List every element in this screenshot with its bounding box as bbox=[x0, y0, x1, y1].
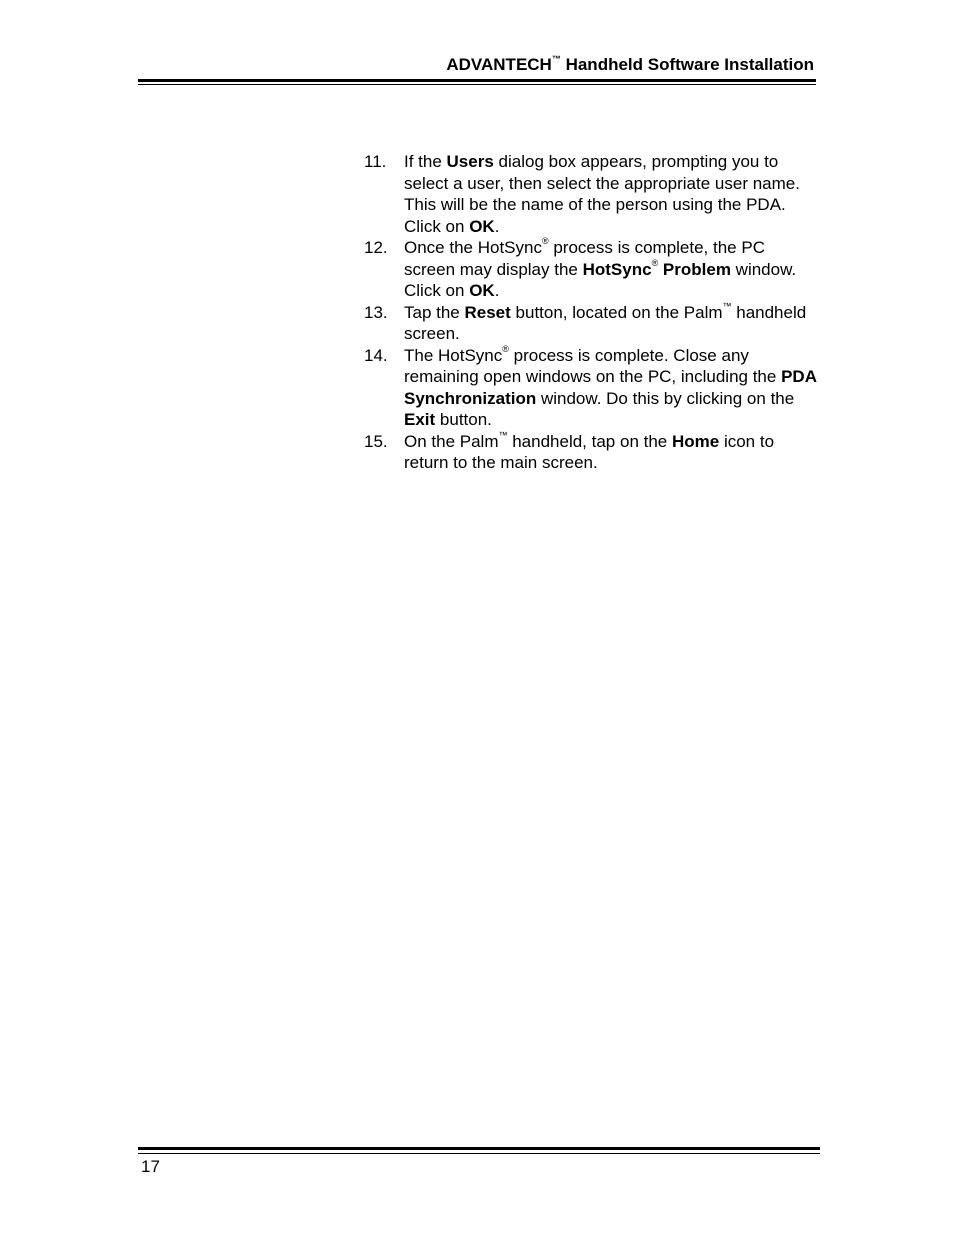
step-text: handheld screen. bbox=[404, 302, 807, 343]
step-14 bbox=[364, 345, 820, 431]
header-rule-thick bbox=[138, 79, 816, 82]
instruction-steps bbox=[364, 151, 820, 474]
step-text: . bbox=[494, 281, 500, 300]
step-text: dialog box appears, prompting you to select a user, then select the appropriate user name. This will be the name of the person using the PDA. Click on bbox=[404, 152, 800, 236]
registered-symbol: ® bbox=[541, 236, 549, 247]
document-title: Handheld Software Installation bbox=[565, 55, 814, 74]
footer-rule-thin bbox=[138, 1153, 820, 1154]
step-13 bbox=[364, 302, 820, 345]
header-title bbox=[446, 55, 814, 75]
trademark-symbol: ™ bbox=[498, 429, 508, 440]
step-text: Tap the bbox=[404, 302, 465, 322]
step-text: button, located on the Palm bbox=[510, 302, 723, 322]
step-number: 12. bbox=[364, 238, 388, 257]
step-15 bbox=[364, 431, 820, 474]
step-text: process is complete, the PC screen may display the bbox=[404, 238, 765, 279]
home-icon-label: Home bbox=[671, 431, 720, 451]
step-text: window. Do this by clicking on the bbox=[536, 388, 795, 408]
step-text: button. bbox=[435, 410, 492, 429]
brand-name: ADVANTECH bbox=[446, 55, 552, 74]
step-text: window. Click on bbox=[404, 259, 797, 300]
step-12 bbox=[364, 237, 820, 302]
step-text: handheld, tap on the bbox=[507, 431, 672, 451]
hotsync-label: HotSync bbox=[582, 259, 652, 279]
step-text: The HotSync bbox=[404, 345, 503, 365]
step-text: If the bbox=[404, 152, 447, 171]
page-number: 17 bbox=[141, 1157, 160, 1176]
exit-button-label: Exit bbox=[404, 410, 436, 429]
ok-label: OK bbox=[469, 216, 495, 236]
step-text: Once the HotSync bbox=[404, 238, 542, 257]
registered-symbol: ® bbox=[502, 343, 509, 354]
step-text: On the Palm bbox=[404, 431, 499, 451]
trademark-symbol: ™ bbox=[722, 300, 732, 311]
users-dialog-label: Users bbox=[446, 152, 494, 171]
step-number: 15. bbox=[364, 431, 388, 451]
problem-window-label: Problem bbox=[658, 259, 731, 279]
step-text: process is complete. Close any remaining open windows on the PC, including the bbox=[404, 345, 782, 386]
step-number: 11. bbox=[364, 152, 387, 171]
registered-symbol: ® bbox=[651, 257, 659, 268]
step-number: 14. bbox=[364, 345, 388, 365]
ok-label: OK bbox=[469, 281, 495, 300]
step-text: . bbox=[494, 216, 500, 236]
step-text: icon to return to the main screen. bbox=[404, 431, 775, 472]
header-rule-thin bbox=[138, 84, 816, 85]
reset-button-label: Reset bbox=[464, 302, 511, 322]
pda-synchronization-label: PDA Synchronization bbox=[404, 367, 817, 408]
step-11 bbox=[364, 151, 820, 237]
step-number: 13. bbox=[364, 302, 388, 322]
trademark-symbol: ™ bbox=[551, 54, 561, 65]
footer-rule-thick bbox=[138, 1147, 820, 1150]
